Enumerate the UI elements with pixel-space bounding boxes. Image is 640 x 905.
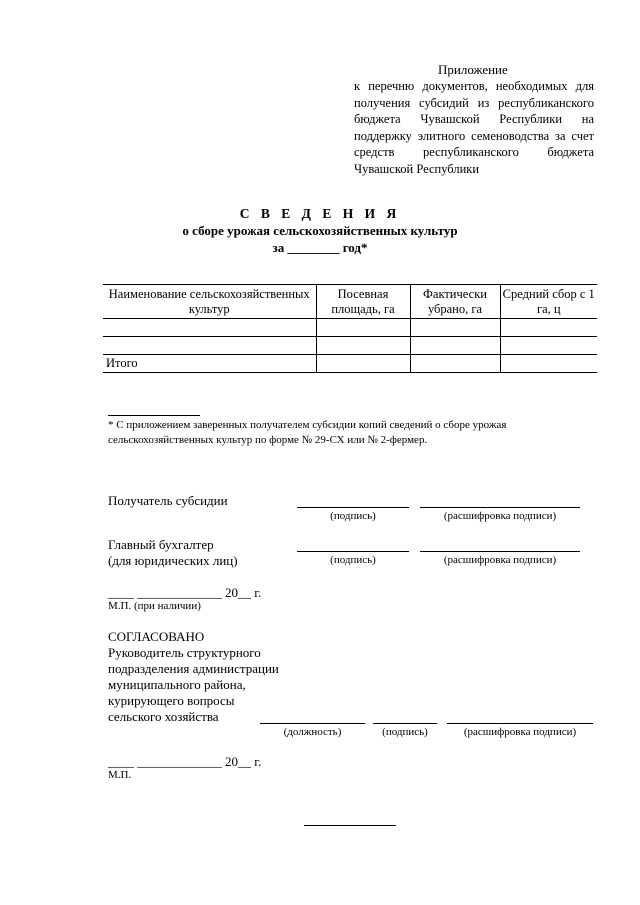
approver-position-line bbox=[260, 723, 365, 724]
footnote-divider bbox=[108, 415, 200, 416]
table-cell bbox=[500, 319, 597, 337]
total-label: Итого bbox=[103, 355, 316, 373]
header-avg-yield: Средний сбор с 1 га, ц bbox=[500, 285, 597, 319]
table-row bbox=[103, 337, 597, 355]
table-cell bbox=[500, 355, 597, 373]
accountant-sublabel: (для юридических лиц) bbox=[108, 553, 238, 568]
approved-label: СОГЛАСОВАНО bbox=[108, 629, 205, 644]
footnote: * С приложением заверенных получателем субсидии копий сведений о сборе урожая сельскохозяйственных культур по форме № 29-СХ или № 2-фермер. bbox=[108, 419, 507, 446]
table-header-row bbox=[103, 285, 597, 319]
document-subtitle: о сборе урожая сельскохозяйственных культур bbox=[182, 223, 458, 238]
table-cell bbox=[316, 337, 410, 355]
table-cell bbox=[500, 337, 597, 355]
approval-stamp-label: М.П. bbox=[108, 769, 132, 781]
table-cell bbox=[410, 319, 500, 337]
table-cell bbox=[103, 337, 316, 355]
stamp-label: М.П. (при наличии) bbox=[108, 600, 201, 612]
table-total-row bbox=[103, 355, 597, 373]
approval-date-line: ____ _____________ 20__ г. bbox=[108, 754, 262, 769]
table-cell bbox=[410, 355, 500, 373]
header-crop-name: Наименование сельскохозяйственных культур bbox=[103, 285, 316, 319]
approver-line: сельского хозяйства bbox=[108, 709, 219, 724]
table-cell bbox=[103, 319, 316, 337]
approver-line: Руководитель структурного bbox=[108, 645, 261, 660]
recipient-label: Получатель субсидии bbox=[108, 493, 228, 508]
recipient-signature-line bbox=[297, 507, 409, 508]
table-row bbox=[103, 319, 597, 337]
accountant-signature-line bbox=[297, 551, 409, 552]
page-end-divider bbox=[304, 825, 396, 826]
accountant-signature-caption: (подпись) bbox=[330, 554, 376, 566]
approver-line: курирующего вопросы bbox=[108, 693, 235, 708]
harvest-table bbox=[103, 284, 597, 373]
document-title: С В Е Д Е Н И Я bbox=[239, 206, 401, 221]
document-period: за ________ год* bbox=[272, 240, 368, 255]
approver-signature-line bbox=[373, 723, 437, 724]
table-cell bbox=[410, 337, 500, 355]
recipient-signature-caption: (подпись) bbox=[330, 510, 376, 522]
table-cell bbox=[316, 319, 410, 337]
recipient-decoding-line bbox=[420, 507, 580, 508]
appendix-text: к перечню документов, необходимых для получения субсидий из республиканского бюджета Чувашской Республики на поддержку элитного семеноводства за счет средств республиканского бюджета Чувашской Республики bbox=[354, 79, 594, 176]
approver-decoding-line bbox=[447, 723, 593, 724]
accountant-label: Главный бухгалтер bbox=[108, 537, 214, 552]
accountant-decoding-line bbox=[420, 551, 580, 552]
approver-decoding-caption: (расшифровка подписи) bbox=[463, 726, 577, 738]
approver-signature-caption: (подпись) bbox=[382, 726, 428, 738]
accountant-decoding-caption: (расшифровка подписи) bbox=[443, 554, 557, 566]
table-cell bbox=[316, 355, 410, 373]
header-sown-area: Посевная площадь, га bbox=[316, 285, 410, 319]
approver-line: муниципального района, bbox=[108, 677, 246, 692]
recipient-decoding-caption: (расшифровка подписи) bbox=[443, 510, 557, 522]
date-line: ____ _____________ 20__ г. bbox=[108, 585, 262, 600]
approver-position-caption: (должность) bbox=[283, 726, 342, 738]
appendix-title: Приложение bbox=[438, 62, 508, 77]
approver-line: подразделения администрации bbox=[108, 661, 279, 676]
header-harvested: Фактически убрано, га bbox=[410, 285, 500, 319]
